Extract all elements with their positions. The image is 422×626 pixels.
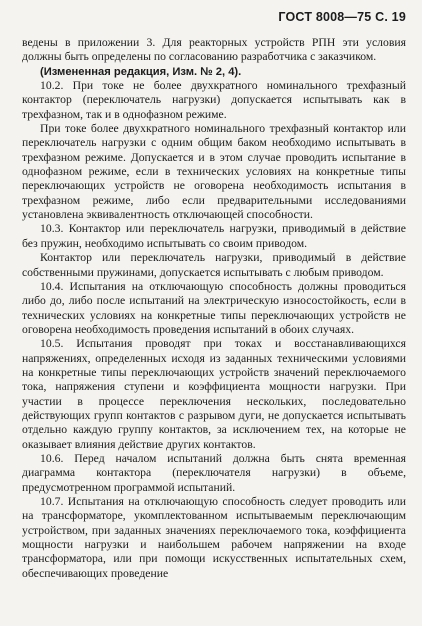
- paragraph-10-3: 10.3. Контактор или переключатель нагрузки, приводимый в действие без пружин, необходимо испытывать со своим приводом.: [22, 222, 406, 250]
- paragraph-10-3-cont: Контактор или переключатель нагрузки, приводимый в действие собственными пружинами, допускается испытывать с любым приводом.: [22, 251, 406, 279]
- amendment-note: (Измененная редакция, Изм. № 2, 4).: [40, 65, 242, 78]
- paragraph-continuation: ведены в приложении 3. Для реакторных устройств РПН эти условия должны быть определены по согласованию разработчика с заказчиком.: [22, 36, 406, 64]
- paragraph-10-5: 10.5. Испытания проводят при токах и восстанавливающихся напряжениях, определенных исходя из заданных техническими условиями на конкретные типы переключающих устройств значений переключаемого тока, напряжения ступени и коэффициента мощности нагрузки. При участии в процессе переключения нескольких, последовательно действующих групп контактов с разрывом дуги, не допускается испытывать отдельно каждую группу контактов, за исключением тех, на которые не оказывает влияния действие других контактов.: [22, 337, 406, 451]
- paragraph-10-7: 10.7. Испытания на отключающую способность следует проводить или на трансформаторе, укомплектованном испытываемым переключающим устройством, при заданных значениях переключаемого тока, коэффициента мощности нагрузки и наибольшем рабочем напряжении на входе трансформатора, или при помощи искусственных испытательных схем, обеспечивающих проведение: [22, 495, 406, 580]
- paragraph-10-2: 10.2. При токе не более двухкратного номинального трехфазный контактор (переключатель нагрузки) допускается испытывать как в трехфазном, так и в однофазном режиме.: [22, 79, 406, 121]
- paragraph-10-4: 10.4. Испытания на отключающую способность должны проводиться либо до, либо после испытаний на электрическую износостойкость, если в технических условиях на конкретные типы переключающих устройств не оговорена необходимость проведения испытаний в обоих случаях.: [22, 279, 406, 336]
- paragraph-10-2-cont: При токе более двухкратного номинального трехфазный контактор или переключатель нагрузки с одним общим баком необходимо испытывать в трехфазном режиме. Допускается и в этом случае проводить испытание в однофазном режиме, если в технических условиях на конкретные типы переключающих устройств не оговорена необходимость испытания в трехфазном режиме, либо если предварительными исследованиями установлена эквивалентность отключающей способности.: [22, 122, 406, 222]
- paragraph-10-6: 10.6. Перед началом испытаний должна быть снята временная диаграмма контактора (переключателя нагрузки) в объеме, предусмотренном программой испытаний.: [22, 451, 406, 494]
- page-header: ГОСТ 8008—75 С. 19: [278, 10, 406, 24]
- document-body: [22, 36, 406, 581]
